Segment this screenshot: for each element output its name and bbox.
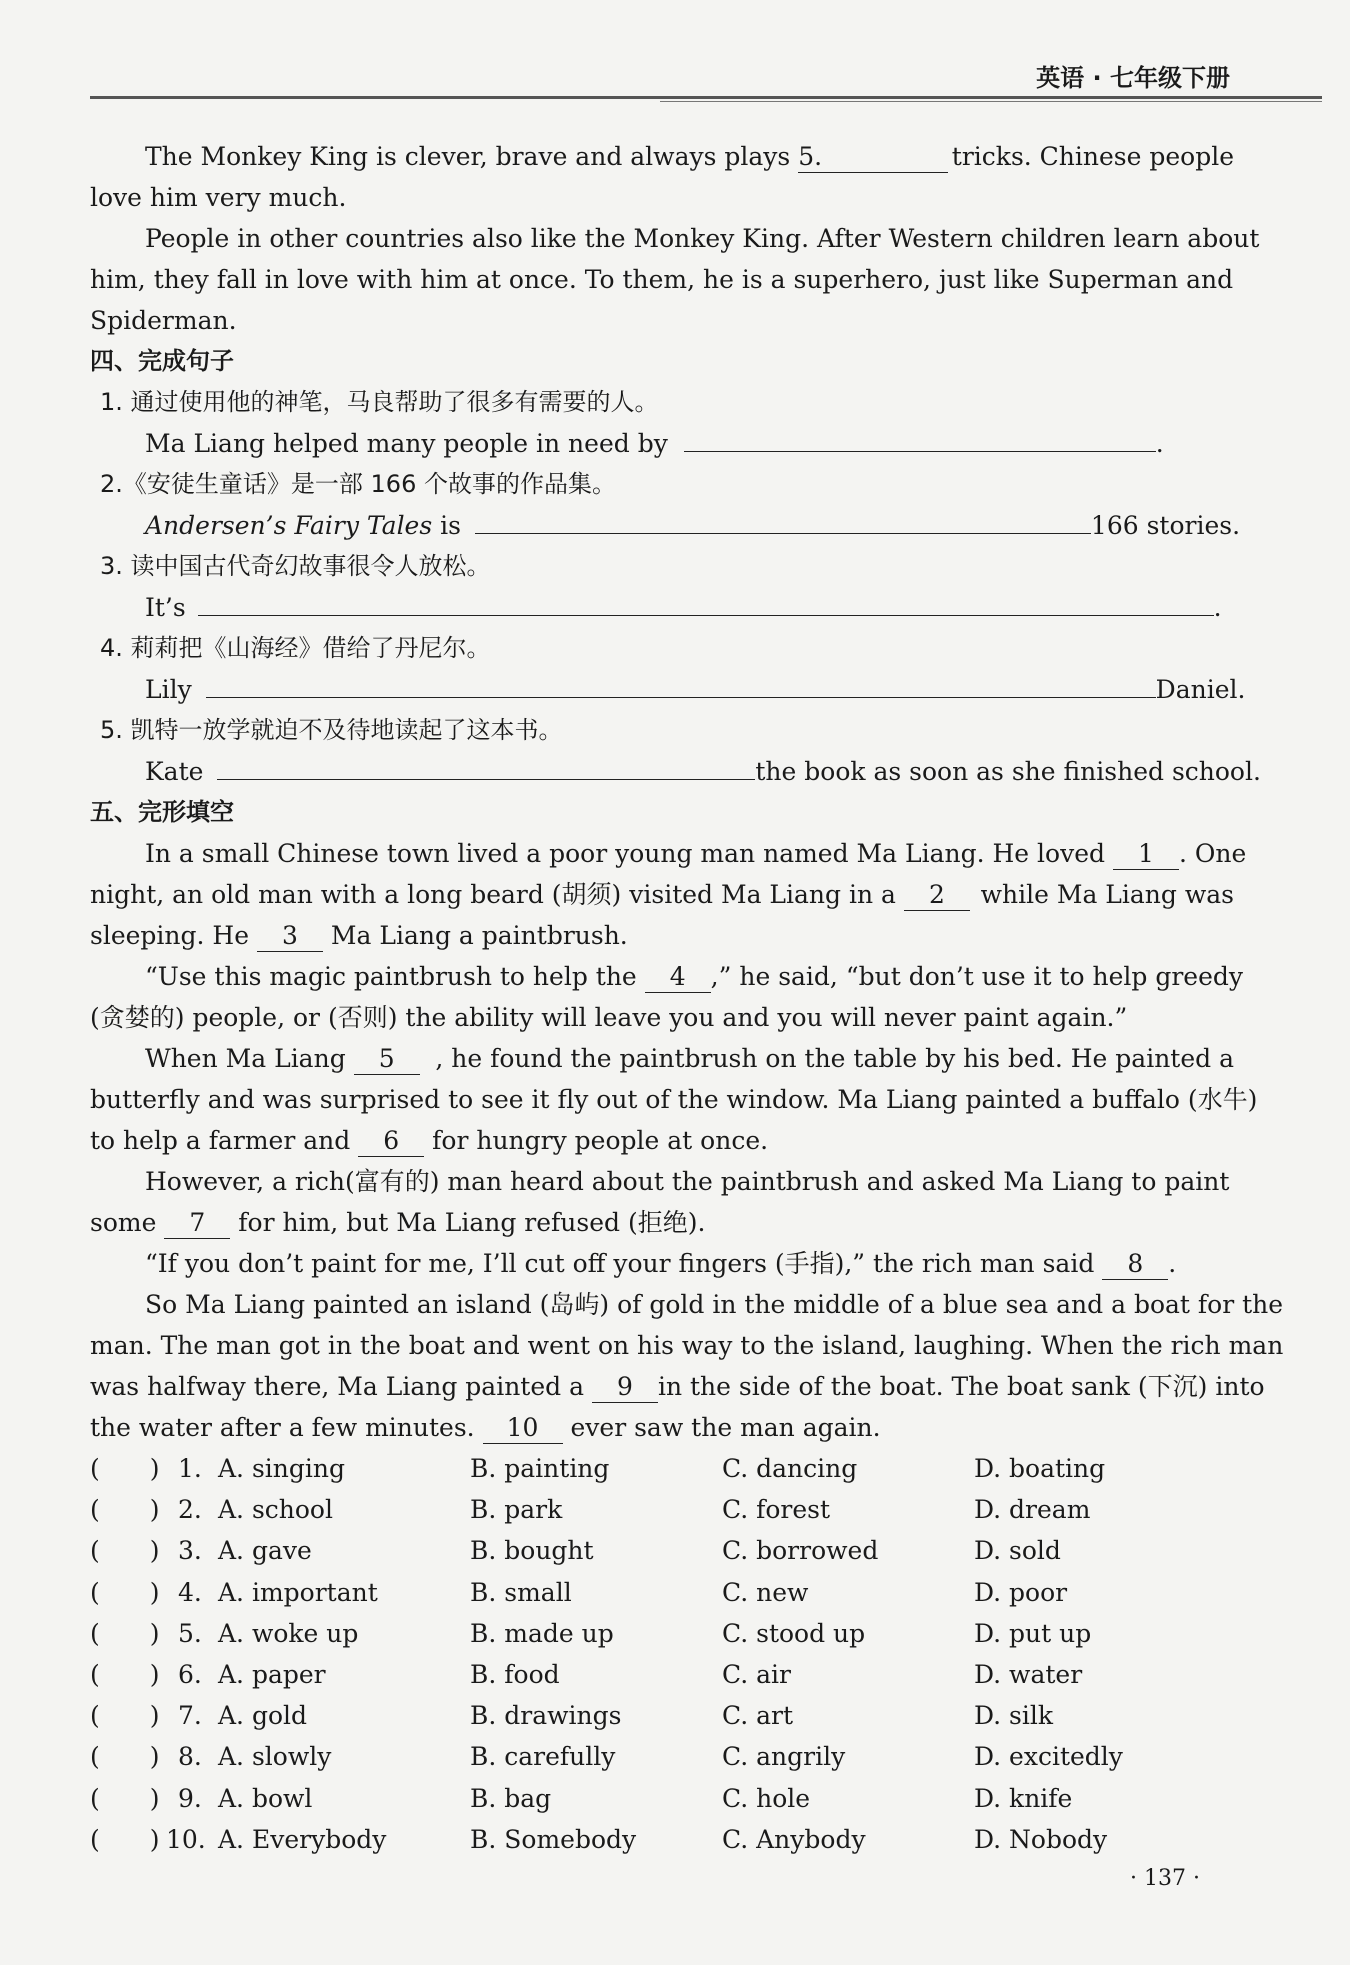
question-number: 8. — [178, 1742, 202, 1772]
choice-d[interactable]: D. dream — [974, 1495, 1091, 1525]
sentence-end: the book as soon as she finished school. — [755, 757, 1261, 786]
option-row — [90, 1489, 1234, 1530]
answer-blank[interactable] — [198, 615, 1214, 616]
cloze-line — [145, 1038, 1234, 1079]
cloze-text: In a small Chinese town lived a poor young man named Ma Liang. He loved — [145, 839, 1113, 868]
option-row — [90, 1448, 1234, 1489]
question-number: 4. — [178, 1577, 202, 1607]
fill-blank-5[interactable]: 5. — [798, 142, 948, 173]
choice-c[interactable]: C. angrily — [722, 1742, 846, 1772]
cloze-line — [90, 1407, 1234, 1448]
choice-a[interactable]: A. bowl — [218, 1783, 313, 1813]
choice-b[interactable]: B. small — [470, 1577, 572, 1607]
passage-line: him, they fall in love with him at once. To them, he is a superhero, just like Superman and — [90, 265, 1234, 294]
choice-a[interactable]: A. woke up — [218, 1618, 359, 1648]
header-rule — [90, 96, 1322, 99]
question-chinese: 2.《安徒生童话》是一部 166 个故事的作品集。 — [100, 470, 616, 498]
cloze-text: to help a farmer and — [90, 1126, 359, 1155]
section-heading: 五、完形填空 — [90, 798, 234, 826]
section-heading: 四、完成句子 — [90, 347, 234, 375]
sentence-answer-3 — [145, 587, 1234, 628]
choice-b[interactable]: B. food — [470, 1660, 560, 1689]
answer-bracket[interactable]: ( ) — [90, 1454, 160, 1483]
passage-line: love him very much. — [90, 183, 347, 212]
cloze-line: So Ma Liang painted an island (岛屿) of gold in the middle of a blue sea and a boat for the — [145, 1290, 1284, 1319]
answer-bracket[interactable]: ( ) — [90, 1660, 160, 1689]
answer-bracket[interactable]: ( ) — [90, 1824, 160, 1854]
sentence-end: . — [1155, 429, 1164, 458]
sentence-start: It’s — [145, 593, 186, 622]
sentence-start: Lily — [145, 675, 192, 704]
choice-b[interactable]: B. drawings — [470, 1701, 622, 1731]
cloze-text: When Ma Liang — [145, 1044, 354, 1073]
cloze-text: in the side of the boat. The boat sank (下沉) into — [657, 1372, 1265, 1401]
cloze-blank-8[interactable]: 8 — [1102, 1249, 1168, 1280]
choice-b[interactable]: B. carefully — [470, 1742, 616, 1772]
passage-text: The Monkey King is clever, brave and always plays — [145, 142, 799, 171]
cloze-line: (贪婪的) people, or (否则) the ability will leave you and you will never paint again.” — [90, 1003, 1128, 1032]
cloze-text: . — [1168, 1249, 1177, 1278]
choice-a[interactable]: A. singing — [218, 1454, 345, 1483]
question-number: 9. — [178, 1783, 202, 1813]
option-row — [90, 1736, 1234, 1777]
sentence-start: Kate — [145, 757, 204, 786]
choice-d[interactable]: D. silk — [974, 1701, 1054, 1731]
question-number: 7. — [178, 1701, 202, 1731]
option-row — [90, 1778, 1234, 1819]
question-chinese: 3. 读中国古代奇幻故事很令人放松。 — [100, 552, 491, 580]
cloze-text: while Ma Liang was — [980, 880, 1234, 909]
answer-blank[interactable] — [206, 697, 1156, 698]
choice-c[interactable]: C. air — [722, 1660, 791, 1689]
page-number: · 137 · — [1130, 1866, 1200, 1891]
cloze-line — [90, 915, 1234, 956]
sentence-start: Ma Liang helped many people in need by — [145, 429, 668, 458]
question-number: 6. — [178, 1660, 202, 1689]
question-chinese: 1. 通过使用他的神笔，马良帮助了很多有需要的人。 — [100, 388, 659, 416]
choice-b[interactable]: B. made up — [470, 1618, 614, 1648]
choice-c[interactable]: C. art — [722, 1701, 794, 1731]
sentence-end: . — [1213, 593, 1222, 622]
cloze-line — [145, 956, 1244, 997]
book-title: Andersen’s Fairy Tales — [145, 511, 433, 540]
passage-line: Spiderman. — [90, 306, 237, 335]
choice-b[interactable]: B. Somebody — [470, 1824, 637, 1854]
cloze-line — [90, 1202, 1234, 1243]
cloze-text: “Use this magic paintbrush to help the — [145, 962, 645, 991]
option-row — [90, 1613, 1234, 1654]
choice-b[interactable]: B. park — [470, 1495, 563, 1525]
answer-bracket[interactable]: ( ) — [90, 1742, 160, 1772]
sentence-answer-4 — [145, 669, 1246, 710]
cloze-blank-9[interactable]: 9 — [592, 1372, 658, 1403]
cloze-line — [90, 1366, 1265, 1407]
option-row — [90, 1654, 1234, 1695]
choice-d[interactable]: D. excitedly — [974, 1742, 1123, 1772]
answer-blank[interactable] — [217, 779, 755, 780]
answer-blank[interactable] — [475, 533, 1091, 534]
cloze-blank-7[interactable]: 7 — [164, 1208, 230, 1239]
choice-c[interactable]: C. Anybody — [722, 1824, 866, 1854]
choice-a[interactable]: A. important — [218, 1577, 378, 1607]
cloze-line — [145, 1243, 1234, 1284]
choice-c[interactable]: C. stood up — [722, 1618, 866, 1648]
sentence-start: is — [432, 511, 461, 540]
question-chinese: 4. 莉莉把《山海经》借给了丹尼尔。 — [100, 634, 491, 662]
cloze-blank-3[interactable]: 3 — [257, 921, 323, 952]
choice-a[interactable]: A. school — [218, 1495, 333, 1525]
cloze-text: sleeping. He — [90, 921, 257, 950]
choice-a[interactable]: A. slowly — [218, 1742, 332, 1772]
cloze-line: butterfly and was surprised to see it fly out of the window. Ma Liang painted a buffalo (水牛) — [90, 1085, 1258, 1114]
answer-bracket[interactable]: ( ) — [90, 1495, 160, 1525]
cloze-text: “If you don’t paint for me, I’ll cut off your fingers (手指),” the rich man said — [145, 1249, 1103, 1278]
choice-d[interactable]: D. put up — [974, 1618, 1092, 1648]
cloze-text: ever saw the man again. — [562, 1413, 881, 1442]
passage-text: tricks. Chinese people — [951, 142, 1234, 171]
passage-line: People in other countries also like the Monkey King. After Western children learn about — [145, 224, 1260, 253]
answer-bracket[interactable]: ( ) — [90, 1618, 160, 1648]
choice-d[interactable]: D. knife — [974, 1783, 1073, 1813]
question-number: 5. — [178, 1618, 202, 1648]
answer-bracket[interactable]: ( ) — [90, 1536, 160, 1566]
answer-blank[interactable] — [684, 451, 1156, 452]
cloze-text: for him, but Ma Liang refused (拒绝). — [230, 1208, 706, 1237]
choice-c[interactable]: C. new — [722, 1577, 809, 1607]
cloze-line: man. The man got in the boat and went on his way to the island, laughing. When the rich man — [90, 1331, 1284, 1360]
question-number: 1. — [178, 1454, 202, 1483]
choice-d[interactable]: D. boating — [974, 1454, 1106, 1483]
cloze-text: for hungry people at once. — [424, 1126, 769, 1155]
option-row — [90, 1530, 1234, 1571]
choice-b[interactable]: B. bag — [470, 1783, 552, 1813]
sentence-answer-1 — [145, 423, 1234, 464]
sentence-end: 166 stories. — [1090, 511, 1241, 540]
choice-d[interactable]: D. sold — [974, 1536, 1061, 1566]
choice-c[interactable]: C. borrowed — [722, 1536, 879, 1566]
cloze-text: the water after a few minutes. — [90, 1413, 483, 1442]
choice-b[interactable]: B. bought — [470, 1536, 594, 1566]
answer-bracket[interactable]: ( ) — [90, 1783, 160, 1813]
sentence-answer-5 — [145, 751, 1261, 792]
cloze-blank-1[interactable]: 1 — [1113, 839, 1179, 870]
header-rule-thin — [660, 101, 1322, 102]
choice-d[interactable]: D. poor — [974, 1577, 1068, 1607]
cloze-text: . One — [1178, 839, 1247, 868]
cloze-text: , he found the paintbrush on the table by his bed. He painted a — [435, 1044, 1234, 1073]
choice-a[interactable]: A. gold — [218, 1701, 308, 1731]
sentence-end: Daniel. — [1155, 675, 1246, 704]
option-row — [90, 1819, 1234, 1860]
cloze-blank-10[interactable]: 10 — [483, 1413, 563, 1444]
page-header-title: 英语 · 七年级下册 — [1036, 64, 1230, 92]
cloze-text: some — [90, 1208, 165, 1237]
choice-c[interactable]: C. dancing — [722, 1454, 858, 1483]
cloze-blank-6[interactable]: 6 — [358, 1126, 424, 1157]
choice-c[interactable]: C. forest — [722, 1495, 831, 1525]
question-number: 10. — [166, 1824, 206, 1854]
answer-bracket[interactable]: ( ) — [90, 1701, 160, 1731]
choice-d[interactable]: D. Nobody — [974, 1824, 1108, 1854]
choice-a[interactable]: A. gave — [218, 1536, 312, 1566]
cloze-blank-4[interactable]: 4 — [645, 962, 711, 993]
cloze-line: However, a rich(富有的) man heard about the paintbrush and asked Ma Liang to paint — [145, 1167, 1230, 1196]
sentence-answer-2 — [145, 505, 1241, 546]
choice-a[interactable]: A. Everybody — [218, 1824, 387, 1854]
choice-d[interactable]: D. water — [974, 1660, 1083, 1689]
question-number: 3. — [178, 1536, 202, 1566]
choice-a[interactable]: A. paper — [218, 1660, 326, 1689]
cloze-text: ,” he said, “but don’t use it to help greedy — [710, 962, 1244, 991]
question-number: 2. — [178, 1495, 202, 1525]
answer-bracket[interactable]: ( ) — [90, 1577, 160, 1607]
cloze-line — [145, 833, 1247, 874]
cloze-text: night, an old man with a long beard (胡须) visited Ma Liang in a — [90, 880, 904, 909]
question-chinese: 5. 凯特一放学就迫不及待地读起了这本书。 — [100, 716, 563, 744]
cloze-blank-5[interactable]: 5 — [354, 1044, 420, 1075]
cloze-text: Ma Liang a paintbrush. — [322, 921, 628, 950]
choice-c[interactable]: C. hole — [722, 1783, 811, 1813]
option-row — [90, 1572, 1234, 1613]
cloze-line — [90, 1120, 1234, 1161]
cloze-text: was halfway there, Ma Liang painted a — [90, 1372, 592, 1401]
cloze-blank-2[interactable]: 2 — [904, 880, 970, 911]
passage-line — [145, 136, 1234, 177]
cloze-line — [90, 874, 1234, 915]
option-row — [90, 1695, 1234, 1736]
choice-b[interactable]: B. painting — [470, 1454, 610, 1483]
